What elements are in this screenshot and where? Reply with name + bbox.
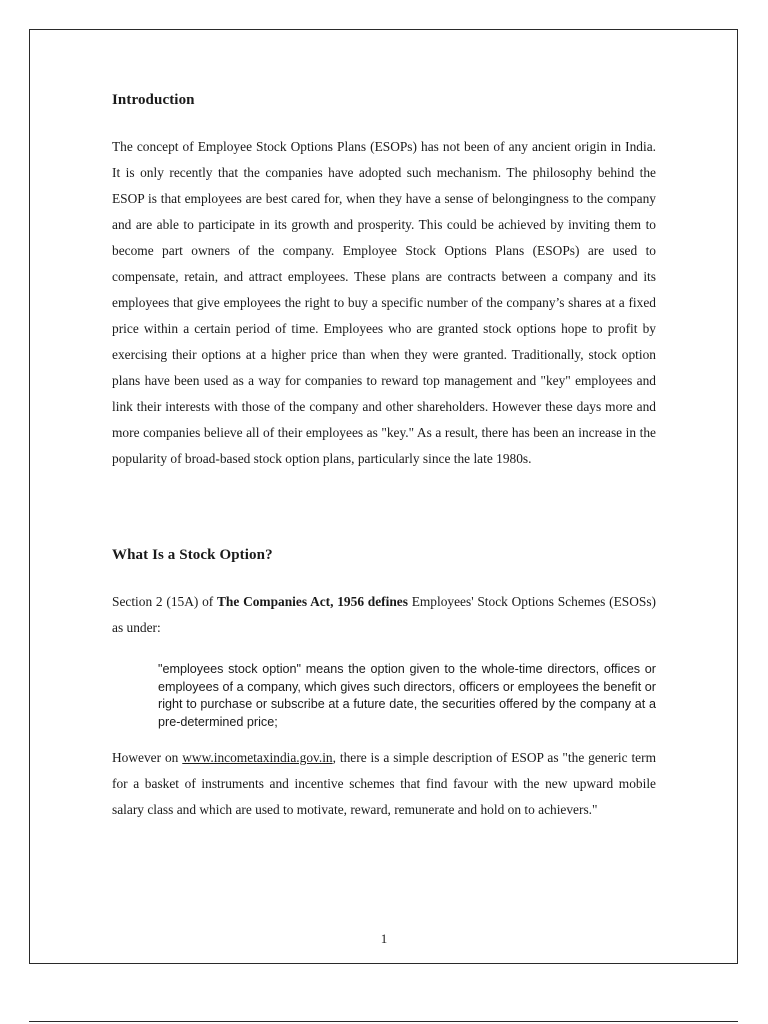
definition-quote: "employees stock option" means the option given to the whole-time directors, offices or employees of a company, which gives such directors, officers or employees the benefit or right to purchase or subscribe at a future date, the securities offered by the company at a pre-determined price; [158,662,656,729]
section-suffix-text: Employees' Stock Options Schemes (ESOSs) as under: [112,594,656,635]
closing-suffix-text: , there is a simple description of ESOP as "the generic term for a basket of instruments and incentive schemes that find favour with the new upward mobile salary class and which are used to motivate, reward, remunerate and hold on to achievers." [112,750,656,817]
esop-description-paragraph [112,745,656,823]
companies-act-text: The Companies Act, 1956 defines [217,594,408,609]
closing-prefix-text: However on [112,750,183,765]
incometaxindia-link[interactable]: www.incometaxindia.gov.in [182,750,333,765]
next-page-edge [29,1021,738,1022]
section-prefix-text: Section 2 (15A) of [112,594,217,609]
introduction-paragraph: The concept of Employee Stock Options Plans (ESOPs) has not been of any ancient origin in India. It is only recently that the companies have adopted such mechanism. The philosophy behind the ESOP is that employees are best cared for, when they have a sense of belongingness to the company and are able to participate in its growth and prosperity. This could be achieved by inviting them to become part owners of the company. Employee Stock Options Plans (ESOPs) are used to compensate, retain, and attract employees. These plans are contracts between a company and its employees that give employees the right to buy a specific number of the company’s shares at a fixed price within a certain period of time. Employees who are granted stock options hope to profit by exercising their options at a higher price than when they were granted. Traditionally, stock option plans have been used as a way for companies to reward top management and "key" employees and link their interests with those of the company and other shareholders. However these days more and more companies believe all of their employees as "key." As a result, there has been an increase in the popularity of broad-based stock option plans, particularly since the late 1980s. [112,139,656,466]
stock-option-heading: What Is a Stock Option? [112,547,273,563]
section-definition-paragraph [112,589,656,641]
introduction-heading: Introduction [112,92,195,108]
page-number: 1 [380,931,388,946]
